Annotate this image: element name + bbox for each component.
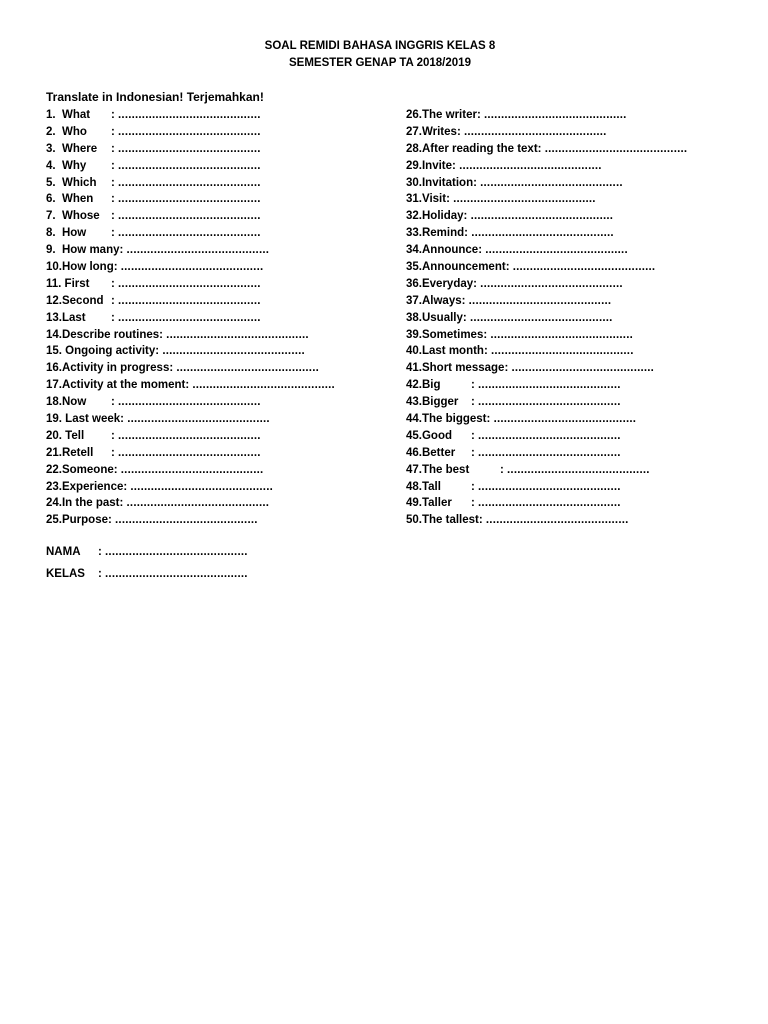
separator: :	[111, 109, 119, 121]
separator: :	[98, 568, 106, 580]
question-label: 27.Writes	[406, 125, 457, 138]
answer-blank[interactable]: ..........................................	[176, 362, 319, 375]
separator: :	[111, 396, 119, 409]
question-item	[406, 327, 687, 344]
question-item	[406, 377, 687, 394]
separator: :	[452, 159, 460, 172]
question-label: 25.Purpose	[46, 514, 108, 527]
question-item	[406, 411, 687, 428]
question-item	[406, 107, 687, 124]
answer-blank[interactable]: ..........................................	[118, 294, 261, 307]
question-label: 41.Short message	[406, 362, 505, 375]
question-label: 9. How many	[46, 244, 120, 257]
answer-blank[interactable]: ..........................................	[162, 345, 305, 358]
answer-blank[interactable]: ..........................................	[480, 176, 623, 189]
question-item	[46, 411, 335, 428]
question-item	[46, 512, 335, 529]
answer-blank[interactable]: ..........................................	[126, 497, 270, 510]
answer-blank[interactable]: ..........................................	[459, 159, 602, 172]
answer-blank[interactable]: ..........................................	[512, 261, 656, 274]
answer-blank[interactable]: ..........................................	[120, 463, 264, 476]
question-label: 18.Now	[46, 396, 87, 409]
question-item	[406, 310, 687, 327]
answer-blank[interactable]: ..........................................	[118, 159, 261, 172]
separator: :	[120, 413, 128, 426]
separator: :	[111, 125, 119, 138]
question-label: 31.Visit	[406, 193, 447, 206]
answer-blank[interactable]: ..........................................	[120, 261, 264, 274]
separator: :	[476, 109, 484, 121]
separator: :	[111, 193, 119, 206]
question-item	[46, 360, 335, 377]
separator: :	[471, 429, 479, 442]
answer-blank[interactable]: ..........................................	[468, 294, 612, 307]
class-field[interactable]	[46, 568, 248, 580]
separator: :	[111, 142, 119, 155]
separator: :	[483, 328, 491, 341]
question-label: 40.Last month	[406, 345, 484, 358]
separator: :	[111, 294, 119, 307]
question-label: 16.Activity in progress	[46, 362, 170, 375]
question-item	[46, 310, 335, 327]
answer-blank[interactable]: ..........................................	[478, 429, 621, 442]
question-label: 49.Taller	[406, 497, 452, 510]
answer-blank[interactable]: ..........................................	[483, 109, 627, 121]
answer-blank[interactable]: ..........................................	[544, 142, 688, 155]
question-item	[46, 175, 335, 192]
question-item	[46, 377, 335, 394]
separator: :	[500, 463, 508, 476]
separator: :	[504, 362, 512, 375]
separator: :	[471, 497, 479, 510]
question-item	[46, 225, 335, 242]
question-item	[406, 512, 687, 529]
question-label: 12.Second	[46, 294, 104, 307]
question-item	[46, 242, 335, 259]
question-item	[406, 462, 687, 479]
answer-blank[interactable]: ..........................................	[118, 125, 261, 138]
answer-blank[interactable]: ..........................................	[507, 463, 650, 476]
question-label: 21.Retell	[46, 446, 94, 459]
question-label: 37.Always	[406, 294, 462, 307]
question-item	[406, 158, 687, 175]
question-item	[406, 175, 687, 192]
separator: :	[108, 514, 116, 527]
question-item	[406, 259, 687, 276]
question-label: 17.Activity at the moment	[46, 379, 186, 392]
question-item	[406, 124, 687, 141]
answer-blank[interactable]: ..........................................	[118, 277, 261, 290]
question-label: 2. Who	[46, 125, 87, 138]
question-label: 20. Tell	[46, 429, 85, 442]
instruction: Translate in Indonesian! Terjemahkan!	[46, 90, 264, 104]
answer-blank[interactable]: ..........................................	[470, 210, 614, 223]
answer-blank[interactable]: ..........................................	[118, 176, 261, 189]
question-label: 11. First	[46, 277, 90, 290]
question-item	[46, 327, 335, 344]
question-label: 43.Bigger	[406, 396, 459, 409]
answer-blank[interactable]: ..........................................	[127, 413, 270, 426]
class-label: KELAS	[46, 568, 85, 580]
question-label: 33.Remind	[406, 227, 465, 240]
answer-blank[interactable]: ..........................................	[118, 396, 261, 409]
worksheet-subtitle: SEMESTER GENAP TA 2018/2019	[289, 57, 471, 69]
separator: :	[471, 446, 479, 459]
answer-blank[interactable]: ..........................................	[485, 514, 629, 527]
question-item	[46, 107, 335, 124]
separator: :	[185, 379, 193, 392]
question-item	[406, 208, 687, 225]
question-label: 19. Last week	[46, 413, 121, 426]
question-label: 23.Experience	[46, 480, 124, 493]
question-label: 36.Everyday	[406, 277, 474, 290]
separator: :	[505, 261, 513, 274]
separator: :	[461, 294, 469, 307]
question-label: 39.Sometimes	[406, 328, 484, 341]
question-item	[406, 343, 687, 360]
question-item	[46, 445, 335, 462]
separator: :	[111, 227, 119, 240]
separator: :	[111, 446, 119, 459]
answer-blank[interactable]: ..........................................	[166, 328, 309, 341]
question-item	[406, 242, 687, 259]
separator: :	[111, 176, 119, 189]
separator: :	[478, 514, 486, 527]
question-label: 15. Ongoing activity	[46, 345, 156, 358]
separator: :	[464, 227, 472, 240]
question-label: 30.Invitation	[406, 176, 474, 189]
answer-blank[interactable]: ..........................................	[478, 497, 621, 510]
question-item	[406, 225, 687, 242]
question-label: 8. How	[46, 227, 87, 240]
answer-blank[interactable]: ..........................................	[115, 514, 258, 527]
separator: :	[462, 311, 470, 324]
name-label: NAMA	[46, 546, 81, 558]
question-item	[406, 428, 687, 445]
question-label: 26.The writer	[406, 109, 477, 121]
question-label: 24.In the past	[46, 497, 120, 510]
separator: :	[113, 261, 121, 274]
question-label: 48.Tall	[406, 480, 441, 493]
question-label: 28.After reading the text	[406, 142, 538, 155]
question-label: 10.How long	[46, 261, 114, 274]
separator: :	[111, 277, 119, 290]
answer-blank[interactable]: ..........................................	[118, 210, 261, 223]
question-item	[46, 191, 335, 208]
answer-blank[interactable]: ..........................................	[105, 568, 248, 580]
question-label: 5. Which	[46, 176, 97, 189]
question-item	[46, 343, 335, 360]
question-item	[406, 495, 687, 512]
separator: :	[111, 429, 119, 442]
question-label: 7. Whose	[46, 210, 100, 223]
question-label: 34.Announce	[406, 244, 479, 257]
question-label: 3. Where	[46, 142, 98, 155]
answer-blank[interactable]: ..........................................	[490, 328, 633, 341]
question-item	[46, 208, 335, 225]
separator: :	[486, 413, 494, 426]
question-label: 38.Usually	[406, 311, 463, 324]
answer-blank[interactable]: ..........................................	[480, 277, 623, 290]
question-item	[406, 276, 687, 293]
answer-blank[interactable]: ..........................................	[118, 446, 261, 459]
question-item	[46, 293, 335, 310]
separator: :	[473, 277, 481, 290]
question-label: 1. What	[46, 109, 91, 121]
separator: :	[111, 311, 119, 324]
separator: :	[471, 480, 479, 493]
answer-blank[interactable]: ..........................................	[493, 413, 637, 426]
answer-blank[interactable]: ..........................................	[491, 345, 634, 358]
answer-blank[interactable]: ..........................................	[478, 446, 621, 459]
question-label: 32.Holiday	[406, 210, 464, 223]
question-item	[46, 428, 335, 445]
answer-blank[interactable]: ..........................................	[471, 227, 614, 240]
answer-blank[interactable]: ..........................................	[478, 396, 621, 409]
question-label: 50.The tallest	[406, 514, 479, 527]
question-item	[46, 394, 335, 411]
question-item	[406, 479, 687, 496]
answer-blank[interactable]: ..........................................	[478, 379, 621, 392]
separator: :	[483, 345, 491, 358]
answer-blank[interactable]: ..........................................	[469, 311, 613, 324]
answer-blank[interactable]: ..........................................	[105, 546, 248, 558]
question-label: 22.Someone	[46, 463, 114, 476]
question-label: 44.The biggest	[406, 413, 487, 426]
separator: :	[169, 362, 177, 375]
answer-blank[interactable]: ..........................................	[118, 109, 261, 121]
question-label: 4. Why	[46, 159, 87, 172]
separator: :	[456, 125, 464, 138]
question-item	[406, 360, 687, 377]
question-item	[406, 141, 687, 158]
question-item	[406, 293, 687, 310]
answer-blank[interactable]: ..........................................	[511, 362, 655, 375]
separator: :	[463, 210, 471, 223]
answer-blank[interactable]: ..........................................	[485, 244, 628, 257]
question-item	[46, 124, 335, 141]
answer-blank[interactable]: ..........................................	[126, 244, 270, 257]
question-list-left	[46, 107, 335, 529]
question-label: 46.Better	[406, 446, 456, 459]
separator: :	[111, 210, 119, 223]
name-field[interactable]	[46, 546, 248, 558]
separator: :	[446, 193, 454, 206]
separator: :	[537, 142, 545, 155]
answer-blank[interactable]: ..........................................	[453, 193, 596, 206]
worksheet-title: SOAL REMIDI BAHASA INGGRIS KELAS 8	[264, 40, 496, 52]
question-item	[406, 394, 687, 411]
question-item	[46, 141, 335, 158]
separator: :	[159, 328, 167, 341]
answer-blank[interactable]: ..........................................	[478, 480, 621, 493]
separator: :	[98, 546, 106, 558]
question-label: 45.Good	[406, 429, 453, 442]
separator: :	[111, 159, 119, 172]
question-label: 35.Announcement	[406, 261, 506, 274]
separator: :	[119, 244, 127, 257]
answer-blank[interactable]: ..........................................	[118, 193, 261, 206]
answer-blank[interactable]: ..........................................	[192, 379, 335, 392]
separator: :	[471, 396, 479, 409]
question-item	[46, 276, 335, 293]
question-item	[46, 259, 335, 276]
question-item	[46, 158, 335, 175]
separator: :	[473, 176, 481, 189]
answer-blank[interactable]: ..........................................	[118, 429, 261, 442]
question-label: 6. When	[46, 193, 94, 206]
answer-blank[interactable]: ..........................................	[463, 125, 607, 138]
separator: :	[155, 345, 163, 358]
question-item	[406, 191, 687, 208]
question-label: 14.Describe routines	[46, 328, 160, 341]
question-label: 42.Big	[406, 379, 441, 392]
question-label: 47.The best	[406, 463, 470, 476]
question-item	[406, 445, 687, 462]
question-list-right	[406, 107, 687, 529]
separator: :	[471, 379, 479, 392]
question-item	[46, 479, 335, 496]
answer-blank[interactable]: ..........................................	[118, 311, 261, 324]
separator: :	[478, 244, 486, 257]
separator: :	[119, 497, 127, 510]
question-item	[46, 495, 335, 512]
answer-blank[interactable]: ..........................................	[118, 227, 261, 240]
separator: :	[123, 480, 131, 493]
question-item	[46, 462, 335, 479]
separator: :	[113, 463, 121, 476]
question-label: 29.Invite	[406, 159, 453, 172]
question-label: 13.Last	[46, 311, 86, 324]
answer-blank[interactable]: ..........................................	[130, 480, 273, 493]
answer-blank[interactable]: ..........................................	[118, 142, 261, 155]
